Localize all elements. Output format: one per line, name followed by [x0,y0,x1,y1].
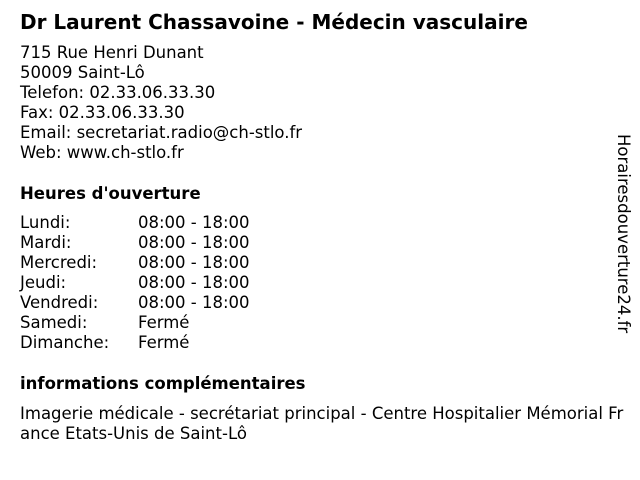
phone-line: Telefon: 02.33.06.33.30 [20,83,216,102]
time-value: Fermé [138,333,190,352]
email-line: Email: secretariat.radio@ch-stlo.fr [20,123,303,142]
time-value: Fermé [138,313,190,332]
page-title: Dr Laurent Chassavoine - Médecin vasculaire [20,10,528,34]
time-value: 08:00 - 18:00 [138,273,250,292]
opening-hours-heading: Heures d'ouverture [20,184,201,203]
day-label: Mardi: [20,233,72,252]
address-street: 715 Rue Henri Dunant [20,43,204,62]
additional-info-text: Imagerie médicale - secrétariat principal - Centre Hospitalier Mémorial France Etats-Unis de Saint-Lô [20,404,624,443]
day-label: Jeudi: [20,273,67,292]
day-label: Vendredi: [20,293,99,312]
time-value: 08:00 - 18:00 [138,233,250,252]
web-line: Web: www.ch-stlo.fr [20,143,184,162]
contact-block [20,43,302,163]
time-value: 08:00 - 18:00 [138,213,250,232]
address-city: 50009 Saint-Lô [20,63,145,82]
time-value: 08:00 - 18:00 [138,253,250,272]
day-label: Dimanche: [20,333,110,352]
site-watermark: Horairesdouverture24.fr [614,134,633,334]
day-label: Samedi: [20,313,88,332]
day-label: Mercredi: [20,253,98,272]
time-value: 08:00 - 18:00 [138,293,250,312]
day-label: Lundi: [20,213,71,232]
fax-line: Fax: 02.33.06.33.30 [20,103,185,122]
additional-info-heading: informations complémentaires [20,374,306,393]
